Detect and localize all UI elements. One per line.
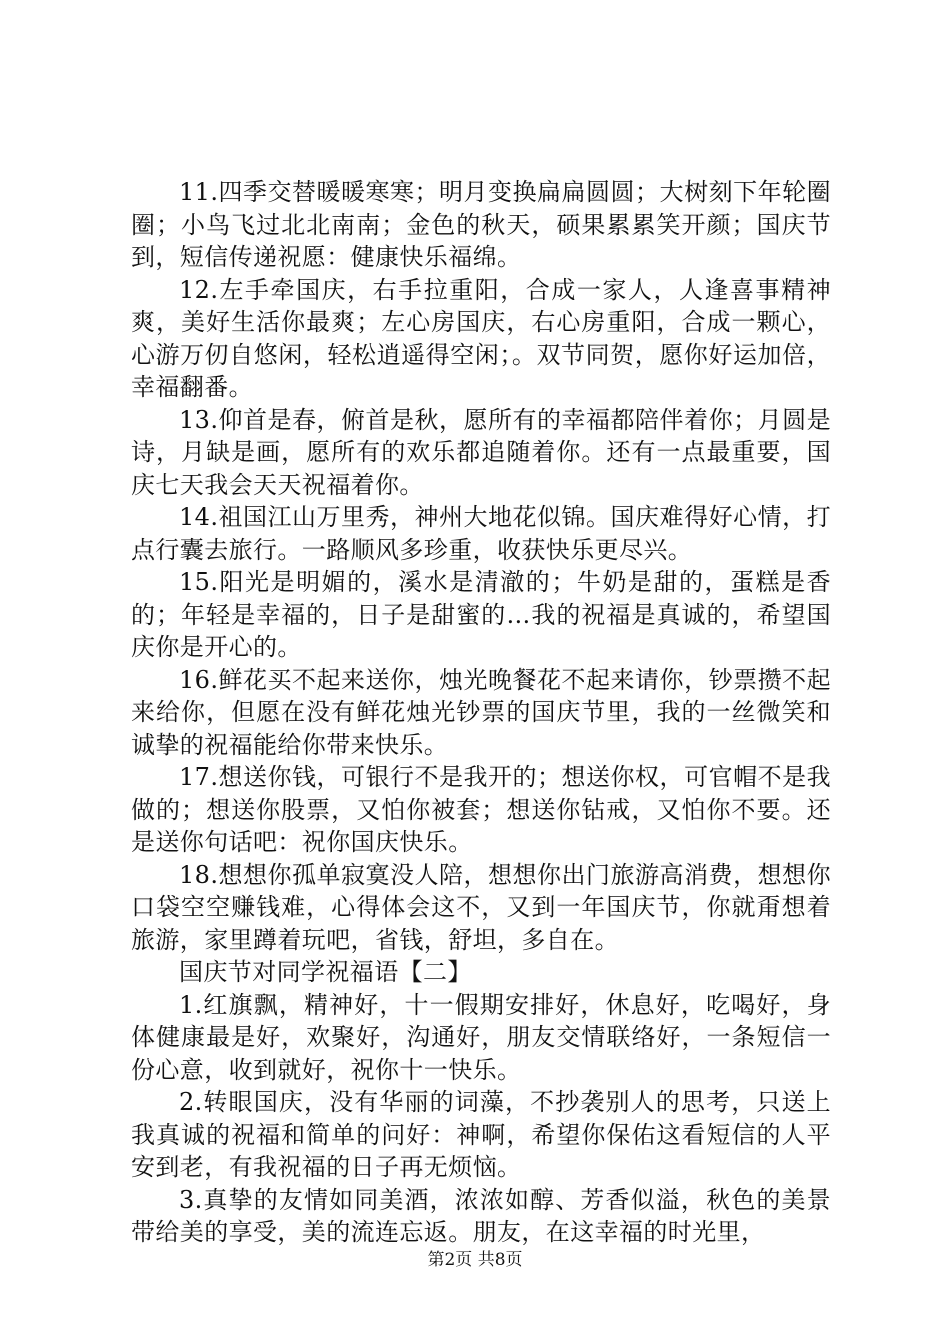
paragraph-2-1: 1.红旗飘，精神好，十一假期安排好，休息好，吃喝好，身体健康最是好，欢聚好，沟通好，朋友交情联络好，一条短信一份心意，收到就好，祝你十一快乐。 xyxy=(131,990,831,1084)
paragraph-2-3: 3.真挚的友情如同美酒，浓浓如醇、芳香似溢，秋色的美景带给美的享受，美的流连忘返。朋友，在这幸福的时光里， xyxy=(131,1185,831,1246)
paragraph-17: 17.想送你钱，可银行不是我开的；想送你权，可官帽不是我做的；想送你股票，又怕你被套；想送你钻戒，又怕你不要。还是送你句话吧：祝你国庆快乐。 xyxy=(131,763,831,856)
paragraph-12: 12.左手牵国庆，右手拉重阳，合成一家人，人逢喜事精神爽，美好生活你最爽；左心房国庆，右心房重阳，合成一颗心，心游万仞自悠闲，轻松逍遥得空闲；。双节同贺，愿你好运加倍，幸福翻番。 xyxy=(131,275,831,401)
paragraph-14: 14.祖国江山万里秀，神州大地花似锦。国庆难得好心情，打点行囊去旅行。一路顺风多珍重，收获快乐更尽兴。 xyxy=(131,503,831,564)
paragraph-13: 13.仰首是春，俯首是秋，愿所有的幸福都陪伴着你；月圆是诗，月缺是画，愿所有的欢乐都追随着你。还有一点最重要，国庆七天我会天天祝福着你。 xyxy=(131,405,831,499)
paragraph-2-2: 2.转眼国庆，没有华丽的词藻，不抄袭别人的思考，只送上我真诚的祝福和简单的问好：神啊，希望你保佑这看短信的人平安到老，有我祝福的日子再无烦恼。 xyxy=(131,1088,831,1181)
paragraph-11: 11.四季交替暖暖寒寒；明月变换扁扁圆圆；大树刻下年轮圈圈；小鸟飞过北北南南；金色的秋天，硕果累累笑开颜；国庆节到，短信传递祝愿：健康快乐福绵。 xyxy=(131,178,831,271)
page-number-label: 第2页 共8页 xyxy=(427,1250,523,1270)
paragraph-18: 18.想想你孤单寂寞没人陪，想想你出门旅游高消费，想想你口袋空空赚钱难，心得体会这不，又到一年国庆节，你就甭想着旅游，家里蹲着玩吧，省钱，舒坦，多自在。 xyxy=(131,860,831,954)
paragraph-15: 15.阳光是明媚的，溪水是清澈的；牛奶是甜的，蛋糕是香的；年轻是幸福的，日子是甜蜜的…我的祝福是真诚的，希望国庆你是开心的。 xyxy=(131,568,831,661)
paragraph-16: 16.鲜花买不起来送你，烛光晚餐花不起来请你，钞票攒不起来给你，但愿在没有鲜花烛光钞票的国庆节里，我的一丝微笑和诚挚的祝福能给你带来快乐。 xyxy=(131,665,831,759)
section-heading: 国庆节对同学祝福语【二】 xyxy=(179,958,472,986)
page-footer xyxy=(0,1245,950,1270)
document-body xyxy=(131,176,831,1249)
